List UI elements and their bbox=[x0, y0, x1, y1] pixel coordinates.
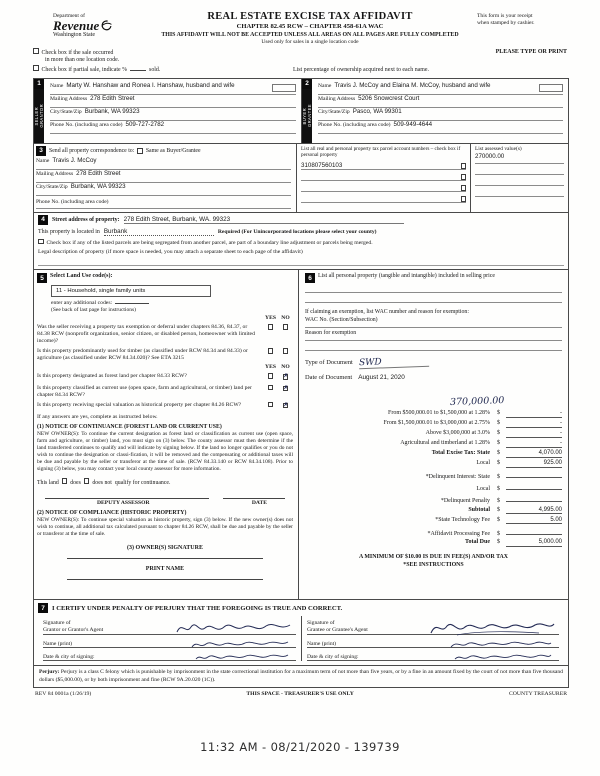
street-address-section bbox=[34, 212, 568, 270]
grantee-name-print-field[interactable] bbox=[340, 635, 559, 647]
buyer-csz-value: Pasco, WA 99301 bbox=[352, 107, 402, 115]
multi-location-label-1: Check box if the sale occurred bbox=[41, 49, 114, 56]
timber-no-checkbox[interactable] bbox=[283, 348, 289, 354]
notice-compliance-title: (2) NOTICE OF COMPLIANCE (HISTORIC PROPERTY) bbox=[37, 509, 187, 516]
grantee-name-print-label: Name (print) bbox=[307, 641, 337, 648]
see-instructions-note: *SEE INSTRUCTIONS bbox=[403, 561, 464, 568]
tax-row-4 bbox=[305, 440, 562, 448]
tax-row-3-dollar: $ bbox=[497, 430, 500, 437]
perjury-body: Perjury is a class C felony which is punishable by imprisonment in the state correctional institution for a maximum term of not more than five years, or by a fine in an amount fixed by the court of not more than five thousand dollars ($5,000.00), or by both imprisonment and fine (RCW 9A.20.020 (1C)). bbox=[39, 669, 563, 683]
land-use-code-field[interactable]: 11 - Household, single family units bbox=[51, 285, 211, 297]
tax-row-1-dollar: $ bbox=[497, 410, 500, 416]
parties-row bbox=[34, 79, 568, 143]
forest-yes-checkbox[interactable] bbox=[268, 373, 274, 379]
form-footer bbox=[33, 691, 569, 697]
header-titles bbox=[143, 11, 477, 45]
correspondence-name-label: Name bbox=[36, 157, 50, 164]
tax-row-9 bbox=[305, 495, 562, 505]
receipt-note bbox=[477, 11, 569, 28]
legal-description-field[interactable] bbox=[38, 257, 564, 266]
timber-yes-checkbox[interactable] bbox=[268, 348, 274, 354]
tax-row-12-label: *Affidavit Processing Fee bbox=[427, 530, 490, 537]
seller-section bbox=[34, 79, 301, 143]
tax-row-12-value[interactable] bbox=[506, 527, 562, 535]
parcel-number-4 bbox=[301, 195, 458, 202]
wac-number-field[interactable] bbox=[305, 317, 562, 328]
tax-row-5-value[interactable]: 4,070.00 bbox=[506, 450, 562, 458]
grantor-word: GRANTOR bbox=[39, 104, 44, 128]
dor-swoosh-icon bbox=[101, 20, 112, 31]
tax-row-13-label: Total Due bbox=[465, 539, 490, 546]
tax-row-3 bbox=[305, 430, 562, 438]
land-use-section bbox=[34, 270, 298, 599]
tax-row-2-label: From $1,500,000.01 to $3,000,000 at 2.75% bbox=[383, 420, 490, 427]
gross-selling-price-value[interactable]: 370,000.00 bbox=[449, 395, 505, 409]
this-land-label: This land bbox=[37, 479, 59, 486]
parcel-personal-checkbox-4[interactable] bbox=[461, 196, 467, 202]
tax-row-12 bbox=[305, 527, 562, 537]
question-historic bbox=[37, 402, 293, 410]
grantee-signature-field[interactable] bbox=[372, 616, 559, 634]
does-label: does bbox=[70, 479, 81, 486]
qualify-label: qualify for continuance. bbox=[114, 479, 171, 486]
grantor-name-print-label: Name (print) bbox=[43, 641, 73, 648]
personal-property-line-1[interactable] bbox=[305, 283, 562, 293]
section-2-number: 2 bbox=[302, 79, 312, 89]
tax-row-11-value[interactable]: 5.00 bbox=[506, 517, 562, 525]
reason-exemption-line-2[interactable] bbox=[305, 341, 562, 351]
correspondence-address-label: Mailing Address bbox=[36, 170, 74, 177]
personal-property-title: List all personal property (tangible and intangible) included in selling price bbox=[318, 273, 495, 280]
date-of-document-value: August 21, 2020 bbox=[358, 374, 405, 382]
parcel-row-4[interactable] bbox=[301, 192, 466, 203]
legal-description-label: Legal description of property (if more space is needed, you may attach a separate sheet to each page of the affidavit) bbox=[38, 249, 303, 256]
perjury-lead: Perjury: bbox=[39, 669, 60, 676]
correspondence-phone-value bbox=[112, 196, 291, 203]
segregated-checkbox[interactable] bbox=[38, 239, 44, 245]
tax-row-12-dollar: $ bbox=[497, 530, 500, 537]
partial-sale-percent-field[interactable] bbox=[130, 66, 146, 71]
tax-row-3-label: Above $3,000,000 at 3.0% bbox=[425, 430, 490, 437]
continuance-qualify-line bbox=[37, 478, 293, 486]
tax-row-10-dollar: $ bbox=[497, 506, 500, 513]
exemption-no-checkbox[interactable] bbox=[283, 324, 289, 330]
wac-number-label: WAC No. (Section/Subsection) bbox=[305, 317, 378, 324]
buyer-phone-field[interactable] bbox=[318, 121, 563, 134]
does-not-label: does not bbox=[92, 479, 112, 486]
located-in-label: This property is located in bbox=[38, 228, 100, 235]
grantee-word: GRANTEE bbox=[307, 104, 312, 128]
form-revision-number: REV 84 0001a (1/26/19) bbox=[35, 690, 92, 697]
correspondence-name-field[interactable] bbox=[36, 157, 291, 170]
tax-row-13-value[interactable]: 5,000.00 bbox=[506, 539, 562, 547]
print-name-line[interactable] bbox=[67, 572, 263, 580]
tax-row-5-dollar: $ bbox=[497, 450, 500, 457]
tax-row-1-value[interactable]: - bbox=[506, 410, 562, 418]
question-current-use bbox=[37, 385, 293, 399]
current-use-no-checkbox[interactable]: ✗ bbox=[283, 385, 288, 391]
tax-row-8-value[interactable] bbox=[506, 483, 562, 491]
minimum-due-note: A MINIMUM OF $10.00 IS DUE IN FEE(S) AND/OR TAX bbox=[358, 553, 509, 560]
grantee-signature-label bbox=[307, 620, 368, 634]
additional-codes-label: enter any additional codes: bbox=[51, 300, 113, 307]
parcel-number-1: 310807560103 bbox=[301, 161, 343, 169]
parcel-row-1[interactable] bbox=[301, 159, 466, 170]
top-options-right bbox=[233, 48, 569, 75]
street-address-value[interactable]: 278 Edith Street, Burbank, WA. 99323 bbox=[124, 216, 404, 224]
grantee-date-city-handwriting bbox=[453, 651, 553, 663]
parcel-row-3[interactable] bbox=[301, 181, 466, 192]
yes-label: YES bbox=[265, 315, 276, 322]
date-of-document-field[interactable] bbox=[305, 374, 562, 381]
owners-signature-line[interactable] bbox=[67, 551, 263, 559]
reason-exemption-label: Reason for exemption bbox=[305, 330, 357, 337]
parcel-personal-checkbox-3[interactable] bbox=[461, 185, 467, 191]
correspondence-csz-label: City/State/Zip bbox=[36, 183, 68, 190]
tax-row-6-label: Local bbox=[476, 460, 490, 467]
tax-row-8-dollar: $ bbox=[497, 486, 500, 493]
form-title: REAL ESTATE EXCISE TAX AFFIDAVIT bbox=[207, 11, 413, 22]
type-of-document-value: SWD bbox=[359, 356, 429, 369]
dor-logo bbox=[33, 11, 143, 38]
parcel-numbers-section bbox=[296, 144, 470, 212]
tax-row-2-dollar: $ bbox=[497, 420, 500, 427]
grantor-signature-label bbox=[43, 620, 103, 634]
seller-csz-label: City/State/Zip bbox=[50, 108, 82, 115]
ownership-percent-note: List percentage of ownership acquired next to each name. bbox=[293, 66, 429, 73]
no-label: NO bbox=[281, 315, 290, 322]
buyer-word: BUYER bbox=[302, 107, 307, 125]
does-qualify-checkbox[interactable] bbox=[62, 478, 68, 484]
buyer-name-value: Travis J. McCoy and Elaina M. McCoy, husband and wife bbox=[334, 81, 491, 89]
buyer-address-value: 5206 Snowcrest Court bbox=[358, 94, 420, 102]
located-in-value[interactable]: Burbank bbox=[104, 228, 214, 236]
question-exemption-text: Was the seller receiving a property tax exemption or deferral under chapters 84.36, 84.37, or 84.38 RCW (nonprofit organization, senior citizen, or disabled person, homeowner with limited income)? bbox=[37, 324, 255, 345]
tax-row-11-dollar: $ bbox=[497, 516, 500, 523]
buyer-address-field[interactable] bbox=[318, 95, 563, 108]
current-use-yes-checkbox[interactable] bbox=[268, 385, 274, 391]
seller-address-field[interactable] bbox=[50, 95, 296, 108]
buyer-phone-label: Phone No. (including area code) bbox=[318, 121, 391, 128]
question-forest bbox=[37, 373, 293, 381]
assessed-value-1[interactable]: 270000.00 bbox=[475, 153, 564, 164]
seller-address-label: Mailing Address bbox=[50, 95, 88, 102]
assessed-value-2[interactable] bbox=[475, 164, 564, 175]
tax-row-7-value[interactable] bbox=[506, 471, 562, 479]
grantor-date-city-field[interactable] bbox=[99, 648, 296, 660]
grantee-signature-label-2: Grantee or Grantee's Agent bbox=[307, 627, 368, 634]
correspondence-address-field[interactable] bbox=[36, 170, 291, 183]
tax-row-9-dollar: $ bbox=[497, 498, 500, 505]
seller-ownership-percent-box[interactable] bbox=[272, 84, 296, 92]
seller-name-field[interactable] bbox=[50, 82, 296, 95]
tax-row-4-dollar: $ bbox=[497, 440, 500, 447]
question-forest-text: Is this property designated as forest land per chapter 84.33 RCW? bbox=[37, 373, 187, 380]
personal-property-section bbox=[298, 270, 568, 599]
please-type-note: PLEASE TYPE OR PRINT bbox=[495, 49, 567, 55]
correspondence-name-value: Travis J. McCoy bbox=[52, 156, 97, 164]
seller-address-value: 278 Edith Street bbox=[90, 94, 135, 102]
located-required-note: Required (For Unincorporated locations please select your county) bbox=[217, 228, 377, 235]
parcel-row-2[interactable] bbox=[301, 170, 466, 181]
date-of-document-label: Date of Document bbox=[305, 374, 353, 382]
question-current-use-text: Is this property classified as current use (open space, farm and agricultural, or timber) land per chapter 84.34 RCW? bbox=[37, 384, 252, 398]
seller-csz-field[interactable] bbox=[50, 108, 296, 121]
department-of-label: Department of bbox=[53, 13, 85, 19]
same-as-buyer-label: Same as Buyer/Grantee bbox=[145, 147, 201, 154]
grantor-signature-label-2: Grantor or Grantor's Agent bbox=[43, 627, 104, 634]
if-yes-note: If any answers are yes, complete as instructed below. bbox=[37, 413, 158, 420]
reason-exemption-field[interactable] bbox=[305, 330, 562, 341]
correspondence-row bbox=[34, 143, 568, 212]
receipt-note-line2: when stamped by cashier. bbox=[477, 20, 535, 27]
seller-phone-field[interactable] bbox=[50, 121, 296, 134]
historic-no-checkbox[interactable]: ✗ bbox=[283, 402, 288, 408]
land-use-title: Select Land Use code(s): bbox=[50, 273, 113, 280]
correspondence-csz-field[interactable] bbox=[36, 183, 291, 196]
tax-row-8-label: Local bbox=[476, 486, 490, 493]
does-not-qualify-checkbox[interactable] bbox=[84, 478, 90, 484]
historic-yes-checkbox[interactable] bbox=[268, 402, 274, 408]
yes-label-2: YES bbox=[265, 364, 276, 371]
multi-location-label-2: in more than one location code. bbox=[45, 57, 120, 64]
notice-continuance-body: NEW OWNER(S): To continue the current designation as forest land or classification as current use (open space, farm and agriculture, or timber) land, you must sign on (3) below. The county assessor must then determine if the land transferred continues to qualify and will indicate by signing below. If the land no longer qualifies or you do not wish to continue the designation or classi-fication, it will be removed and the compensating or additional taxes will be due and payable by the seller or transferor at the time of sale. (RCW 84.33.140 or RCW 84.34.108). Prior to signing (3) below, you may contact your local county assessor for more information. bbox=[37, 430, 293, 473]
buyer-csz-field[interactable] bbox=[318, 108, 563, 121]
correspondence-phone-field[interactable] bbox=[36, 196, 291, 209]
buyer-name-field[interactable] bbox=[318, 82, 563, 95]
reet-affidavit-form bbox=[33, 11, 569, 697]
top-options bbox=[33, 48, 569, 75]
form-body bbox=[33, 78, 569, 688]
tax-row-6-dollar: $ bbox=[497, 460, 500, 467]
segregated-note: Check box if any of the listed parcels are being segregated from another parcel, are part of a boundary line adjustment or parcels being merged. bbox=[46, 240, 373, 247]
tax-row-6 bbox=[305, 460, 562, 468]
partial-sale-sold-label: sold. bbox=[149, 66, 161, 73]
main-columns bbox=[34, 269, 568, 599]
exemption-yes-checkbox[interactable] bbox=[268, 324, 274, 330]
buyer-ownership-percent-box[interactable] bbox=[539, 84, 563, 92]
tax-row-5-label: Total Excise Tax: State bbox=[431, 450, 490, 457]
buyer-section bbox=[301, 79, 568, 143]
tax-row-7-dollar: $ bbox=[497, 474, 500, 481]
personal-property-line-2[interactable] bbox=[305, 293, 562, 303]
section-4-number: 4 bbox=[38, 215, 48, 225]
correspondence-address-value: 278 Edith Street bbox=[76, 169, 121, 177]
deputy-date-label: DATE bbox=[251, 499, 267, 506]
tax-row-11 bbox=[305, 517, 562, 525]
deputy-assessor-labels bbox=[37, 499, 293, 506]
tax-row-7-label: *Delinquent Interest: State bbox=[425, 474, 490, 481]
tax-row-6-value[interactable]: 925.00 bbox=[506, 460, 562, 468]
multi-location-checkbox[interactable] bbox=[33, 48, 39, 54]
correspondence-csz-value: Burbank, WA 99323 bbox=[70, 182, 126, 190]
additional-codes-field[interactable] bbox=[115, 299, 149, 304]
grantor-signature-label-1: Signature of bbox=[43, 620, 71, 627]
assessed-value-3[interactable] bbox=[475, 175, 564, 186]
chapter-line: CHAPTER 82.45 RCW – CHAPTER 458-61A WAC bbox=[236, 23, 384, 30]
perjury-statement bbox=[34, 665, 568, 687]
tax-row-4-label: Agricultural and timberland at 1.28% bbox=[400, 440, 490, 447]
buyer-name-label: Name bbox=[318, 82, 332, 89]
grantee-date-city-field[interactable] bbox=[363, 648, 559, 660]
tax-row-7 bbox=[305, 471, 562, 481]
parcel-number-2 bbox=[301, 173, 458, 180]
correspondence-phone-label: Phone No. (including area code) bbox=[36, 198, 109, 205]
assessed-values-section bbox=[470, 144, 568, 212]
grantee-signature-label-1: Signature of bbox=[307, 620, 335, 627]
tax-row-9-label: *Delinquent Penalty bbox=[440, 498, 490, 505]
section-3-number: 3 bbox=[36, 146, 46, 156]
tax-row-3-value[interactable]: - bbox=[506, 430, 562, 438]
tax-row-9-value[interactable] bbox=[506, 495, 562, 503]
grantor-date-city-label: Date & city of signing: bbox=[43, 654, 95, 661]
question-timber bbox=[37, 348, 293, 362]
tax-row-13-dollar: $ bbox=[497, 539, 500, 546]
print-name-label: PRINT NAME bbox=[145, 566, 185, 573]
grantor-signature-field[interactable] bbox=[107, 616, 296, 634]
seller-word: SELLER bbox=[34, 106, 39, 126]
grantor-date-city-handwriting bbox=[194, 651, 290, 663]
owners-signature-label: (3) OWNER(S) SIGNATURE bbox=[127, 545, 203, 552]
revenue-label: Revenue bbox=[53, 18, 100, 33]
assessed-value-4[interactable] bbox=[475, 186, 564, 197]
type-of-document-label: Type of Document bbox=[305, 359, 353, 367]
top-options-left bbox=[33, 48, 233, 75]
yes-no-header-1 bbox=[37, 315, 293, 321]
gross-selling-price-area bbox=[305, 381, 562, 407]
tax-row-10-value[interactable]: 4,995.00 bbox=[506, 507, 562, 515]
certification-section bbox=[34, 599, 568, 665]
certification-statement: I CERTIFY UNDER PENALTY OF PERJURY THAT THE FOREGOING IS TRUE AND CORRECT. bbox=[52, 604, 343, 612]
tax-row-10-label: Subtotal bbox=[468, 506, 490, 513]
question-exemption bbox=[37, 324, 293, 345]
tax-row-11-label: *State Technology Fee bbox=[435, 516, 490, 523]
seller-phone-value: 509-727-2782 bbox=[125, 120, 165, 128]
seller-name-label: Name bbox=[50, 82, 64, 89]
partial-sale-checkbox[interactable] bbox=[33, 65, 39, 71]
buyer-csz-label: City/State/Zip bbox=[318, 108, 350, 115]
same-as-buyer-checkbox[interactable] bbox=[137, 148, 143, 154]
form-header bbox=[33, 11, 569, 45]
seller-name-value: Marty W. Hanshaw and Ronea I. Hanshaw, husband and wife bbox=[66, 81, 235, 89]
parcel-personal-checkbox-1[interactable] bbox=[461, 163, 467, 169]
notice-continuance-title: (1) NOTICE OF CONTINUANCE (FOREST LAND OR CURRENT USE) bbox=[37, 423, 222, 430]
section-7-number: 7 bbox=[38, 603, 48, 613]
seller-csz-value: Burbank, WA 99323 bbox=[84, 107, 140, 115]
section-6-number: 6 bbox=[305, 273, 315, 283]
street-address-label: Street address of property: bbox=[52, 217, 120, 224]
buyer-phone-value: 509-949-4644 bbox=[393, 120, 433, 128]
exemption-claim-note: If claiming an exemption, list WAC number and reason for exemption: bbox=[305, 309, 469, 316]
seller-phone-label: Phone No. (including area code) bbox=[50, 121, 123, 128]
send-correspondence-label: Send all property correspondence to: bbox=[49, 147, 135, 154]
tax-row-13 bbox=[305, 539, 562, 547]
single-location-note: Used only for sales in a single location code bbox=[261, 39, 359, 45]
tax-row-1-label: From $500,000.01 to $1,500,000 at 1.28% bbox=[388, 410, 490, 416]
type-of-document-field[interactable] bbox=[305, 357, 562, 368]
buyer-side-label bbox=[302, 89, 312, 143]
tax-row-5 bbox=[305, 450, 562, 458]
parcel-number-3 bbox=[301, 184, 458, 191]
question-historic-text: Is this property receiving special valuation as historical property per chapter 84.26 RCW? bbox=[37, 401, 242, 408]
revenue-wordmark bbox=[53, 19, 143, 32]
warning-line: THIS AFFIDAVIT WILL NOT BE ACCEPTED UNLESS ALL AREAS ON ALL PAGES ARE FULLY COMPLETED bbox=[161, 32, 459, 38]
grantor-name-print-field[interactable] bbox=[76, 635, 296, 647]
partial-sale-label: Check box if partial sale, indicate % bbox=[41, 66, 128, 73]
tax-row-10 bbox=[305, 507, 562, 515]
see-back-note: (See back of last page for instructions) bbox=[51, 307, 136, 314]
section-5-number: 5 bbox=[37, 273, 47, 283]
grantee-certification bbox=[301, 616, 564, 661]
washington-state-label: Washington State bbox=[53, 32, 96, 38]
forest-no-checkbox[interactable]: ✗ bbox=[283, 374, 288, 380]
tax-row-2-value[interactable]: - bbox=[506, 420, 562, 428]
parcel-numbers-header: List all real and personal property tax parcel account numbers – check box if personal property bbox=[301, 145, 461, 159]
treasurer-space-label: THIS SPACE - TREASURER'S USE ONLY bbox=[246, 690, 354, 697]
tax-row-8 bbox=[305, 483, 562, 493]
deputy-assessor-label: DEPUTY ASSESSOR bbox=[97, 499, 150, 506]
question-timber-text: Is this property predominantly used for timber (as classified under RCW 84.34 and 84.33) or agriculture (as classified under RCW 84.34.020)? See ETA 3215 bbox=[37, 348, 248, 362]
section-1-number: 1 bbox=[34, 79, 44, 89]
grantor-certification bbox=[38, 616, 301, 661]
buyer-address-label: Mailing Address bbox=[318, 95, 356, 102]
tax-row-1 bbox=[305, 410, 562, 418]
tax-row-4-value[interactable]: - bbox=[506, 440, 562, 448]
tax-row-2 bbox=[305, 420, 562, 428]
parcel-personal-checkbox-2[interactable] bbox=[461, 174, 467, 180]
seller-side-label bbox=[34, 89, 44, 143]
correspondence-section bbox=[34, 144, 296, 212]
receipt-timestamp: 11:32 AM - 08/21/2020 - 139739 bbox=[200, 740, 400, 754]
no-label-2: NO bbox=[281, 364, 290, 371]
notice-compliance-body: NEW OWNER(S): To continue special valuation as historic property, sign (3) below. If the new owner(s) does not wish to continue, all additional tax calculated pursuant to chapter 84.26 RCW, shall be due and payable by the seller or transferor at the time of sale. bbox=[37, 516, 293, 538]
assessed-values-header: List assessed value(s) bbox=[475, 145, 522, 152]
receipt-note-line1: This form is your receipt bbox=[477, 13, 533, 19]
grantee-date-city-label: Date & city of signing: bbox=[307, 654, 359, 661]
county-treasurer-label: COUNTY TREASURER bbox=[509, 690, 567, 697]
yes-no-header-2 bbox=[37, 364, 293, 370]
